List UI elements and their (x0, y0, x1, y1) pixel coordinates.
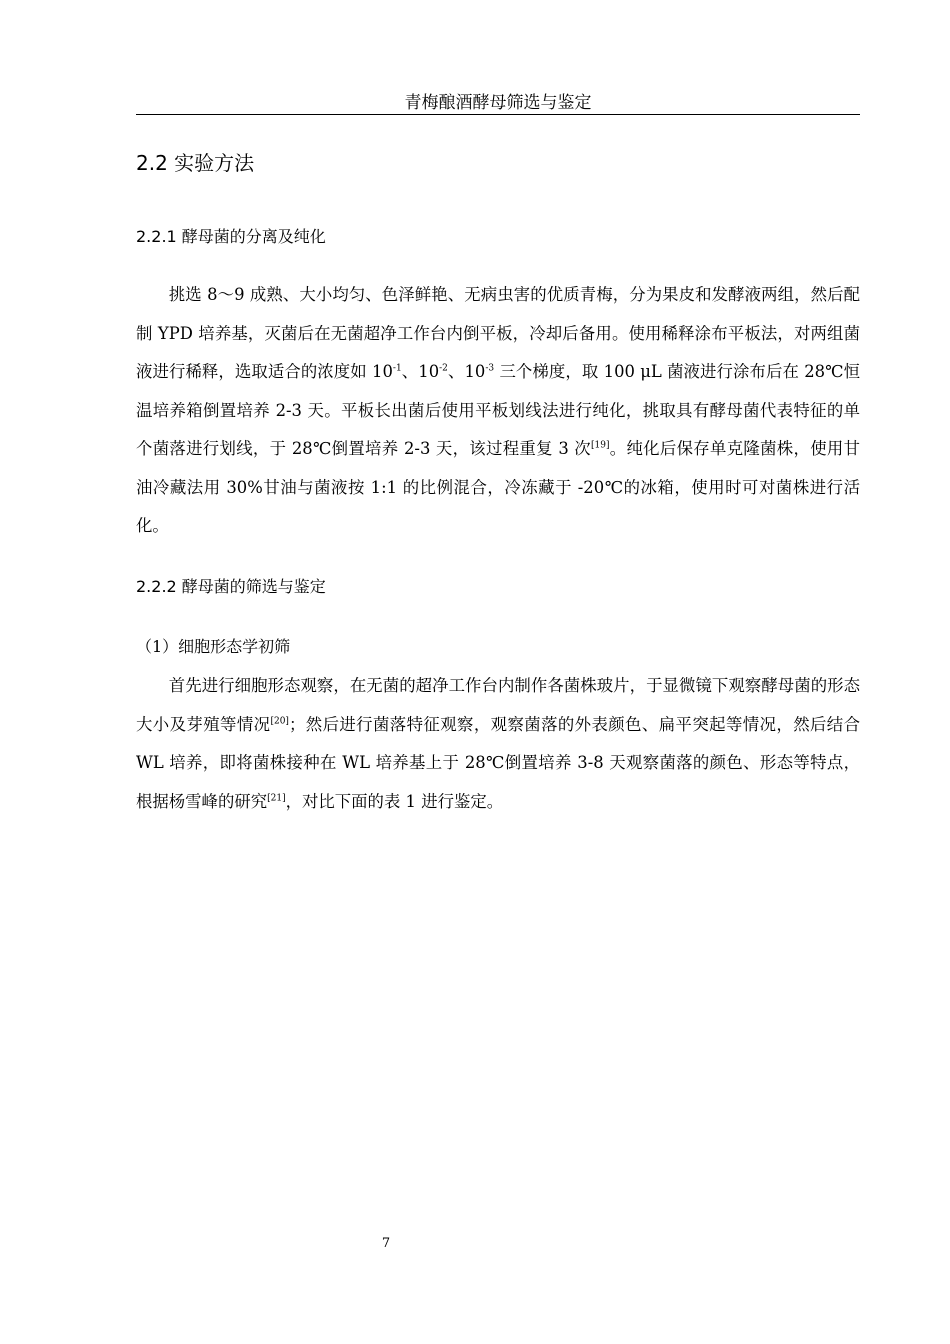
paragraph-text: 挑选 8～9 成熟、大小均匀、色泽鲜艳、无病虫害的优质青梅，分为果皮和发酵液两组，然后配制 YPD 培养基，灭菌后在无菌超净工作台内倒平板，冷却后备用。使用稀释涂布平板法，对两组菌液进行稀释，选取适合的浓度如 10 (136, 285, 860, 381)
subsection-heading-2-2-2: 2.2.2 酵母菌的筛选与鉴定 (136, 577, 326, 596)
paragraph-text: 。纯化后保存单克隆菌株，使用甘油冷藏法用 30%甘油与菌液按 1:1 的比例混合，冷冻藏于 -20℃的冰箱，使用时可对菌株进行活化。 (136, 439, 860, 535)
paragraph-text: 首先进行细胞形态观察，在无菌的超净工作台内制作各菌株玻片，于显微镜下观察酵母菌的形态大小及芽殖等情况 (136, 676, 860, 734)
citation-reference: [19] (590, 440, 610, 451)
superscript-exponent: -2 (439, 363, 448, 374)
citation-reference: [21] (267, 793, 286, 804)
paragraph-text: 、10 (447, 362, 486, 381)
paragraph-text: 三个梯度，取 100 μL 菌液进行涂布后在 28℃恒温培养箱倒置培养 2-3 天。平板长出菌后使用平板划线法进行纯化，挑取具有酵母菌代表特征的单个菌落进行划线，于 28℃倒置培养 2-3 天，该过程重复 3 次 (136, 362, 860, 458)
superscript-exponent: -3 (485, 363, 495, 374)
paragraph-text: ；然后进行菌落特征观察，观察菌落的外表颜色、扁平突起等情况，然后结合 WL 培养，即将菌株接种在 WL 培养基上于 28℃倒置培养 3-8 天观察菌落的颜色、形态等特点，根据杨雪峰的研究 (136, 714, 861, 811)
paragraph-text: 、10 (401, 362, 440, 381)
list-item-heading: （1）细胞形态学初筛 (136, 637, 291, 656)
paragraph-text: ，对比下面的表 1 进行鉴定。 (285, 791, 504, 811)
subsection-heading-2-2-1: 2.2.1 酵母菌的分离及纯化 (136, 227, 326, 246)
paragraph-isolation-purification (136, 276, 860, 546)
header-rule (136, 114, 860, 115)
section-heading: 2.2 实验方法 (136, 151, 255, 175)
page-number: 7 (381, 1236, 391, 1251)
citation-reference: [20] (270, 716, 289, 727)
running-header-title: 青梅酿酒酵母筛选与鉴定 (404, 93, 592, 113)
paragraph-morphology-screening (136, 667, 860, 821)
superscript-exponent: -1 (392, 363, 402, 374)
